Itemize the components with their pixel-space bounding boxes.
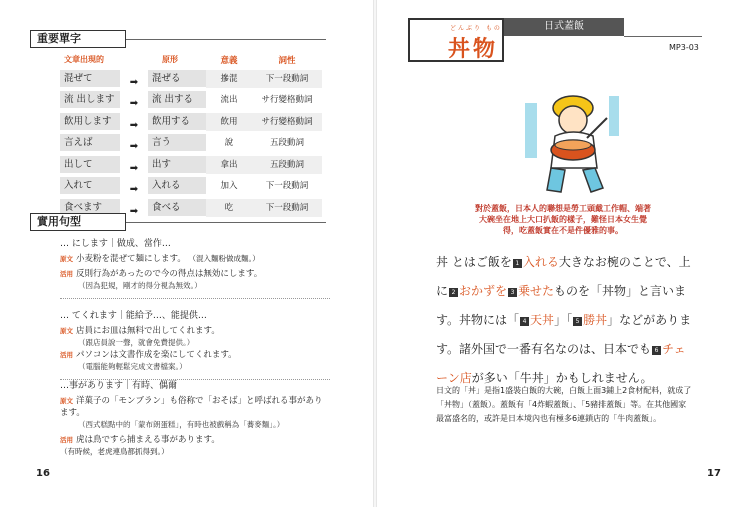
arrow-icon: ➡ — [129, 184, 139, 195]
vocab-base-form: 出す — [148, 156, 206, 174]
vocab-meaning: 加入 — [220, 181, 238, 191]
pattern-application-note: （有時候，老虎連鳥都抓得到。） — [60, 447, 169, 456]
vocab-section-header: 重要單字 — [30, 30, 126, 48]
vocab-found-form: 言えば — [60, 134, 120, 152]
audio-track-label: MP3-03 — [669, 43, 699, 52]
marker-number: 3 — [508, 288, 517, 297]
lesson-translation: 日文的「丼」是指1盛裝白飯的大碗，白飯上面3鋪上2食材配料，就成了「丼物」（蓋飯）。蓋飯有「4炸蝦蓋飯」、「5豬排蓋飯」等。在其他國家最富盛名的，或許是日本境內也有極多6連鎖店的「牛肉蓋飯」。 — [436, 386, 692, 423]
text-run: が多い「牛丼」かもしれません。 — [471, 371, 653, 385]
highlighted-term: 入れる — [522, 255, 559, 269]
vocab-meaning: 拿出 — [206, 156, 252, 174]
col-pos: 詞性 — [278, 56, 296, 66]
pattern-block-2 — [60, 310, 330, 386]
col-base: 原形 — [162, 55, 178, 64]
lesson-title-box — [408, 18, 504, 62]
label-application: 活用 — [60, 351, 73, 359]
label-original: 原文 — [60, 255, 73, 263]
vocab-meaning: 飲用 — [206, 113, 252, 131]
text-run: 丼 とはご飯を — [436, 255, 512, 269]
vocab-table — [60, 54, 322, 217]
marker-number: 1 — [513, 259, 522, 268]
pattern-application: パソコンは文書作成を楽にしてくれます。 — [76, 350, 237, 360]
arrow-icon: ➡ — [129, 119, 139, 131]
patterns-header-rule — [126, 222, 326, 223]
highlighted-term: チェーン店 — [436, 342, 686, 385]
pattern-application-note: （因為犯規，剛才的得分視為無效。） — [78, 281, 202, 290]
vocab-row — [60, 174, 322, 196]
vocab-base-form: 混ぜる — [148, 70, 206, 88]
text-run: 」「 — [554, 313, 573, 327]
vocab-base-form: 入れる — [148, 177, 206, 195]
vocab-found-form: 食べます — [60, 199, 120, 217]
highlighted-term: 乗せた — [518, 284, 555, 298]
vocab-row — [60, 109, 322, 131]
title-ruby: どんぶり もの — [450, 25, 502, 32]
page-number-left: 16 — [36, 468, 50, 479]
vocab-part-of-speech: サ行變格動詞 — [261, 95, 313, 105]
pattern-title: … てくれます｜能給予…、能提供… — [60, 311, 207, 321]
vocab-meaning: 摻混 — [206, 70, 252, 88]
col-found: 文章出現的 — [64, 55, 104, 64]
vocab-found-form: 入れて — [60, 177, 120, 195]
arrow-icon: ➡ — [129, 76, 139, 88]
arrow-icon: ➡ — [129, 162, 139, 174]
marker-number: 5 — [573, 317, 582, 326]
book-spine — [373, 0, 377, 507]
text-run: 大きなお椀のことで、上に — [436, 255, 691, 298]
vocab-base-form: 流 出する — [148, 91, 206, 109]
marker-number: 6 — [652, 346, 661, 355]
highlighted-term: 天丼 — [530, 313, 555, 327]
pattern-text: 洋菓子の「モンブラン」も俗称で「おそば」と呼ばれる事があります。 — [60, 396, 323, 418]
worker-eating-donburi-illustration — [525, 88, 625, 198]
lesson-main-text — [436, 248, 692, 393]
vocab-part-of-speech: 下一段動詞 — [252, 199, 322, 217]
pattern-text-note: （混入麵粉做成麵。） — [188, 254, 260, 263]
title-rule — [624, 36, 702, 37]
label-original: 原文 — [60, 327, 73, 335]
vocab-meaning: 流出 — [220, 95, 238, 105]
pattern-text-note: （跟店員說一聲，就會免費提供。） — [78, 338, 195, 347]
vocab-found-form: 飲用します — [60, 113, 120, 131]
vocab-found-form: 流 出します — [60, 91, 120, 109]
vocab-row — [60, 131, 322, 153]
label-application: 活用 — [60, 270, 73, 278]
vocab-meaning: 吃 — [206, 199, 252, 217]
text-run: ものを「丼物」と言います。丼物には「 — [436, 284, 687, 327]
label-original: 原文 — [60, 397, 73, 405]
marker-number: 2 — [449, 288, 458, 297]
pattern-block-3 — [60, 380, 330, 458]
highlighted-term: おかずを — [459, 284, 508, 298]
vocab-part-of-speech: 下一段動詞 — [252, 70, 322, 88]
lesson-title: 丼物 — [448, 37, 499, 62]
text-run: 」などがあります。諸外国で一番有名なのは、日本でも — [436, 313, 692, 356]
vocab-meaning: 說 — [224, 138, 234, 148]
pattern-application-note: （電腦能夠輕鬆完成文書檔案。） — [78, 362, 187, 371]
arrow-icon: ➡ — [129, 98, 139, 109]
vocab-found-form: 混ぜて — [60, 70, 120, 88]
vocab-table-header — [60, 54, 322, 66]
page-number-right: 17 — [707, 468, 721, 479]
patterns-section-header: 實用句型 — [30, 213, 126, 231]
vocab-base-form: 飲用する — [148, 113, 206, 131]
pattern-application: 虎は鳥ですら捕まえる事があります。 — [76, 435, 220, 445]
vocab-base-form: 食べる — [148, 199, 206, 217]
marker-number: 4 — [520, 317, 529, 326]
vocab-part-of-speech: 下一段動詞 — [265, 181, 309, 191]
label-application: 活用 — [60, 436, 73, 444]
highlighted-term: 勝丼 — [583, 313, 608, 327]
illustration-caption: 對於蓋飯，日本人的聯想是勞工頭戴工作帽、端著大碗坐在地上大口扒飯的樣子，難怪日本女生覺得，吃蓋飯實在不是件優雅的事。 — [475, 204, 651, 235]
vocab-part-of-speech: 五段動詞 — [269, 138, 304, 148]
vocab-row — [60, 66, 322, 88]
pattern-title: … にします｜做成、當作… — [60, 239, 171, 249]
arrow-icon: ➡ — [129, 141, 139, 152]
pattern-title: …事があります｜有時、偶爾 — [60, 381, 178, 391]
lesson-subtitle-band: 日式蓋飯 — [504, 18, 624, 36]
vocab-base-form: 言う — [148, 134, 206, 152]
vocab-part-of-speech: サ行變格動詞 — [252, 113, 322, 131]
pattern-text-note: （西式糕點中的「蒙布朗蛋糕」，有時也被戲稱為「蕎麥麵」。） — [78, 420, 285, 429]
vocab-part-of-speech: 五段動詞 — [252, 156, 322, 174]
arrow-icon: ➡ — [129, 205, 139, 217]
vocab-found-form: 出して — [60, 156, 120, 174]
pattern-text: 店員にお皿は無料で出してくれます。 — [76, 326, 220, 336]
pattern-block-1 — [60, 238, 330, 305]
pattern-application: 反則行為があったので今の得点は無効にします。 — [76, 269, 263, 279]
col-meaning: 意義 — [220, 56, 238, 66]
vocab-header-rule — [126, 39, 326, 40]
vocab-row — [60, 88, 322, 110]
pattern-text: 小麦粉を混ぜて麺にします。 — [76, 254, 186, 264]
vocab-row — [60, 152, 322, 174]
